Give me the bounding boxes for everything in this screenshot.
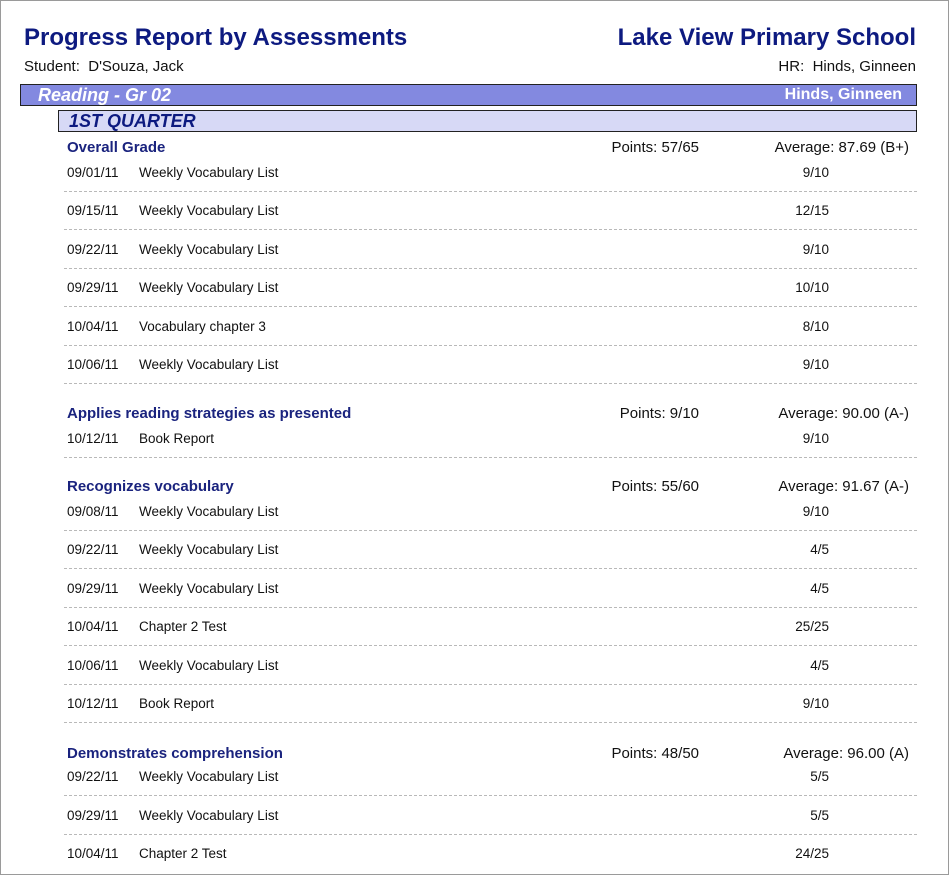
assessment-description: Weekly Vocabulary List bbox=[139, 357, 279, 372]
assessment-score: 9/10 bbox=[802, 696, 829, 711]
assessment-date: 10/12/11 bbox=[67, 696, 119, 711]
row-divider bbox=[64, 568, 917, 569]
assessment-date: 09/29/11 bbox=[67, 280, 119, 295]
assessment-score: 12/15 bbox=[795, 203, 829, 218]
group-points: Points: 57/65 bbox=[611, 139, 699, 156]
assessment-description: Weekly Vocabulary List bbox=[139, 242, 279, 257]
assessment-description: Vocabulary chapter 3 bbox=[139, 319, 266, 334]
assessment-date: 09/22/11 bbox=[67, 242, 119, 257]
school-name: Lake View Primary School bbox=[617, 24, 916, 51]
group-points: Points: 48/50 bbox=[611, 745, 699, 762]
row-divider bbox=[64, 345, 917, 346]
student-line bbox=[24, 58, 184, 75]
row-divider bbox=[64, 457, 917, 458]
group-average: Average: 96.00 (A) bbox=[783, 745, 909, 762]
assessment-row bbox=[0, 319, 949, 357]
assessment-score: 25/25 bbox=[795, 619, 829, 634]
group-header bbox=[0, 478, 949, 498]
assessment-score: 8/10 bbox=[802, 319, 829, 334]
assessment-score: 5/5 bbox=[810, 769, 829, 784]
row-divider bbox=[64, 684, 917, 685]
assessment-score: 9/10 bbox=[802, 165, 829, 180]
assessment-row bbox=[0, 846, 949, 884]
assessment-date: 09/15/11 bbox=[67, 203, 119, 218]
assessment-date: 10/04/11 bbox=[67, 319, 119, 334]
assessment-date: 09/22/11 bbox=[67, 542, 119, 557]
row-divider bbox=[64, 607, 917, 608]
assessment-date: 09/01/11 bbox=[67, 165, 119, 180]
group-average: Average: 91.67 (A-) bbox=[778, 478, 909, 495]
assessment-row bbox=[0, 280, 949, 318]
homeroom-line bbox=[778, 58, 916, 75]
assessment-row bbox=[0, 658, 949, 696]
report-title: Progress Report by Assessments bbox=[24, 24, 408, 51]
row-divider bbox=[64, 645, 917, 646]
assessment-row bbox=[0, 581, 949, 619]
assessment-row bbox=[0, 808, 949, 846]
assessment-description: Weekly Vocabulary List bbox=[139, 542, 279, 557]
hr-label: HR: bbox=[778, 58, 805, 75]
row-divider bbox=[64, 191, 917, 192]
row-divider bbox=[64, 229, 917, 230]
assessment-score: 4/5 bbox=[810, 658, 829, 673]
group-name: Applies reading strategies as presented bbox=[67, 405, 352, 422]
row-divider bbox=[64, 722, 917, 723]
assessment-date: 10/06/11 bbox=[67, 658, 119, 673]
assessment-row bbox=[0, 242, 949, 280]
assessment-row bbox=[0, 542, 949, 580]
assessment-score: 10/10 bbox=[795, 280, 829, 295]
assessment-score: 24/25 bbox=[795, 846, 829, 861]
assessment-score: 9/10 bbox=[802, 431, 829, 446]
row-divider bbox=[64, 795, 917, 796]
assessment-description: Weekly Vocabulary List bbox=[139, 581, 279, 596]
assessment-date: 09/29/11 bbox=[67, 581, 119, 596]
assessment-score: 9/10 bbox=[802, 242, 829, 257]
row-divider bbox=[64, 383, 917, 384]
course-teacher: Hinds, Ginneen bbox=[784, 86, 902, 103]
assessment-date: 10/12/11 bbox=[67, 431, 119, 446]
assessment-description: Weekly Vocabulary List bbox=[139, 504, 279, 519]
assessment-description: Weekly Vocabulary List bbox=[139, 280, 279, 295]
assessment-score: 4/5 bbox=[810, 542, 829, 557]
assessment-row bbox=[0, 357, 949, 395]
assessment-score: 5/5 bbox=[810, 808, 829, 823]
assessment-row bbox=[0, 696, 949, 734]
assessment-score: 9/10 bbox=[802, 357, 829, 372]
assessment-date: 09/29/11 bbox=[67, 808, 119, 823]
group-name: Overall Grade bbox=[67, 139, 166, 156]
group-name: Recognizes vocabulary bbox=[67, 478, 234, 495]
assessment-description: Book Report bbox=[139, 431, 215, 446]
course-header-bar bbox=[20, 84, 917, 106]
assessment-score: 4/5 bbox=[810, 581, 829, 596]
assessment-row bbox=[0, 619, 949, 657]
assessment-date: 09/22/11 bbox=[67, 769, 119, 784]
assessment-row bbox=[0, 769, 949, 807]
assessment-description: Book Report bbox=[139, 696, 215, 711]
assessment-row bbox=[0, 165, 949, 203]
row-divider bbox=[64, 306, 917, 307]
group-name: Demonstrates comprehension bbox=[67, 745, 283, 762]
row-divider bbox=[64, 268, 917, 269]
group-average: Average: 87.69 (B+) bbox=[774, 139, 909, 156]
assessment-description: Weekly Vocabulary List bbox=[139, 808, 279, 823]
assessment-date: 10/04/11 bbox=[67, 846, 119, 861]
assessment-description: Weekly Vocabulary List bbox=[139, 203, 279, 218]
assessment-date: 10/06/11 bbox=[67, 357, 119, 372]
group-points: Points: 9/10 bbox=[619, 405, 699, 422]
assessment-row bbox=[0, 504, 949, 542]
assessment-description: Weekly Vocabulary List bbox=[139, 769, 279, 784]
assessment-description: Chapter 2 Test bbox=[139, 846, 227, 861]
assessment-row bbox=[0, 431, 949, 469]
student-label: Student: bbox=[24, 58, 80, 75]
group-header bbox=[0, 139, 949, 159]
row-divider bbox=[64, 530, 917, 531]
group-points: Points: 55/60 bbox=[611, 478, 699, 495]
student-name: D'Souza, Jack bbox=[88, 58, 184, 75]
quarter-header-bar bbox=[58, 110, 917, 132]
assessment-description: Chapter 2 Test bbox=[139, 619, 227, 634]
group-header bbox=[0, 745, 949, 765]
quarter-label: 1ST QUARTER bbox=[69, 111, 196, 131]
course-name: Reading - Gr 02 bbox=[38, 85, 172, 105]
assessment-description: Weekly Vocabulary List bbox=[139, 165, 279, 180]
assessment-score: 9/10 bbox=[802, 504, 829, 519]
assessment-date: 10/04/11 bbox=[67, 619, 119, 634]
group-average: Average: 90.00 (A-) bbox=[778, 405, 909, 422]
row-divider bbox=[64, 834, 917, 835]
assessment-description: Weekly Vocabulary List bbox=[139, 658, 279, 673]
hr-name: Hinds, Ginneen bbox=[812, 58, 916, 75]
group-header bbox=[0, 405, 949, 425]
assessment-date: 09/08/11 bbox=[67, 504, 119, 519]
assessment-row bbox=[0, 203, 949, 241]
